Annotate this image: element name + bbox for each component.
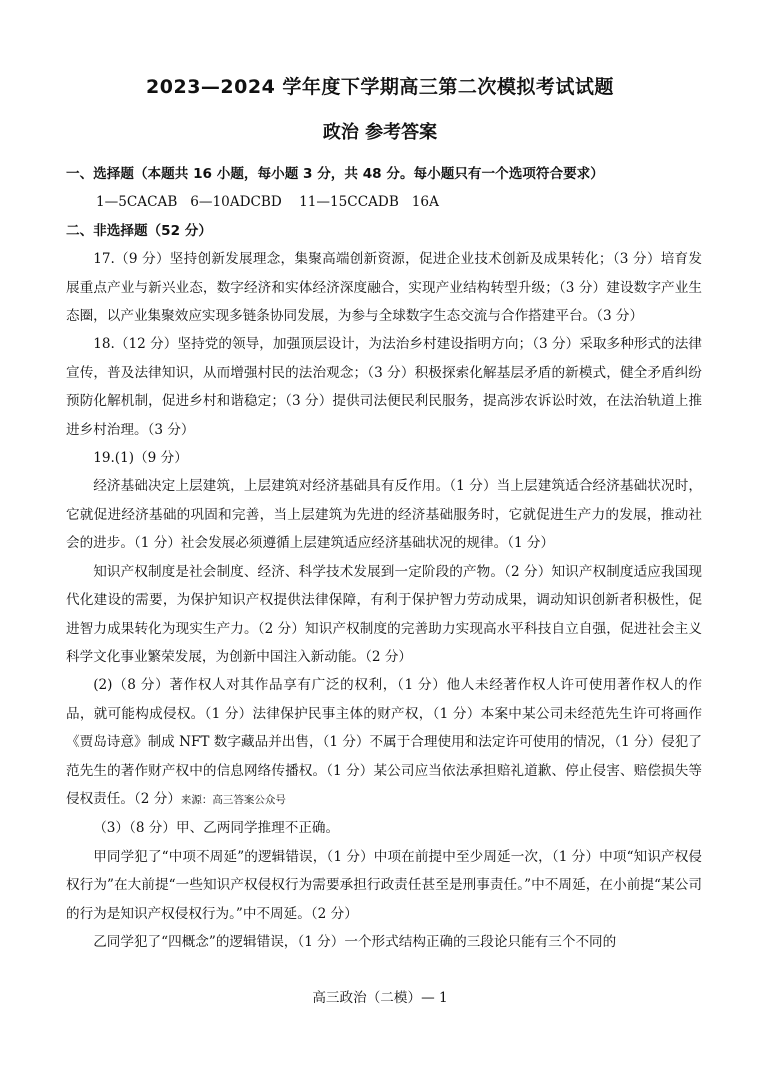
document-subtitle: 政治 参考答案	[322, 122, 438, 143]
section1-heading: 一、选择题（本题共 16 小题，每小题 3 分，共 48 分。每小题只有一个选项符合要求）	[66, 166, 604, 182]
question-19-1-label: 19.(1)（9 分）	[93, 450, 188, 467]
question-19-1-paragraph-2: 知识产权制度是社会制度、经济、科学技术发展到一定阶段的产物。（2 分）知识产权制度适应我国现代化建设的需要，为保护知识产权提供法律保障，有利于保护智力劳动成果，调动知识创新者积极性，促进智力成果转化为现实生产力。（2 分）知识产权制度的完善助力实现高水平科技自立自强，促进社会主义科学文化事业繁荣发展，为创新中国注入新动能。（2 分）	[66, 563, 702, 665]
question-19-2-text: (2)（8 分）著作权人对其作品享有广泛的权利，（1 分）他人未经著作权人许可使用著作权人的作品，就可能构成侵权。（1 分）法律保护民事主体的财产权，（1 分）本案中某公司未经范先生许可将画作《贾岛诗意》制成 NFT 数字藏品并出售，（1 分）不属于合理使用和法定许可使用的情况，（1 分）侵犯了范先生的著作财产权中的信息网络传播权。（1 分）某公司应当依法承担赔礼道歉、停止侵害、赔偿损失等侵权责任。（2 分）	[66, 677, 702, 807]
question-19-3-label: （3）（8 分）甲、乙两同学推理不正确。	[93, 820, 340, 837]
multiple-choice-answers: 1—5CACAB 6—10ADCBD 11—15CCADB 16A	[96, 194, 439, 211]
document-title: 2023—2024 学年度下学期高三第二次模拟考试试题	[146, 76, 614, 98]
answer-content	[66, 160, 702, 956]
section2-heading: 二、非选择题（52 分）	[66, 222, 212, 239]
source-tag: 来源：高三答案公众号	[180, 793, 286, 806]
question-19-3-paragraph-1: 甲同学犯了“中项不周延”的逻辑错误，（1 分）中项在前提中至少周延一次，（1 分）中项“知识产权侵权行为”在大前提“一些知识产权侵权行为需要承担行政责任甚至是刑事责任。”中不周延，在小前提“某公司的行为是知识产权侵权行为。”中不周延。（2 分）	[66, 848, 702, 922]
question-17-answer: 17.（9 分）坚持创新发展理念，集聚高端创新资源，促进企业技术创新及成果转化；（3 分）培育发展重点产业与新兴业态，数字经济和实体经济深度融合，实现产业结构转型升级；（3 分）建设数字产业生态圈，以产业集聚效应实现多链条协同发展，为参与全球数字生态交流与合作搭建平台。（3 分）	[66, 251, 702, 325]
question-19-3-paragraph-2: 乙同学犯了“四概念”的逻辑错误，（1 分）一个形式结构正确的三段论只能有三个不同的	[93, 933, 617, 950]
question-18-answer: 18.（12 分）坚持党的领导，加强顶层设计，为法治乡村建设指明方向；（3 分）采取多种形式的法律宣传，普及法律知识，从而增强村民的法治观念；（3 分）积极探索化解基层矛盾的新模式，健全矛盾纠纷预防化解机制，促进乡村和谐稳定；（3 分）提供司法便民利民服务，提高涉农诉讼时效，在法治轨道上推进乡村治理。（3 分）	[66, 336, 702, 438]
page-footer: 高三政治（二模）— 1	[312, 990, 448, 1006]
question-19-1-paragraph-1: 经济基础决定上层建筑，上层建筑对经济基础具有反作用。（1 分）当上层建筑适合经济基础状况时，它就促进经济基础的巩固和完善，当上层建筑为先进的经济基础服务时，它就促进生产力的发展，推动社会的进步。（1 分）社会发展必须遵循上层建筑适应经济基础状况的规律。（1 分）	[66, 478, 702, 552]
question-19-2-answer	[66, 671, 702, 814]
